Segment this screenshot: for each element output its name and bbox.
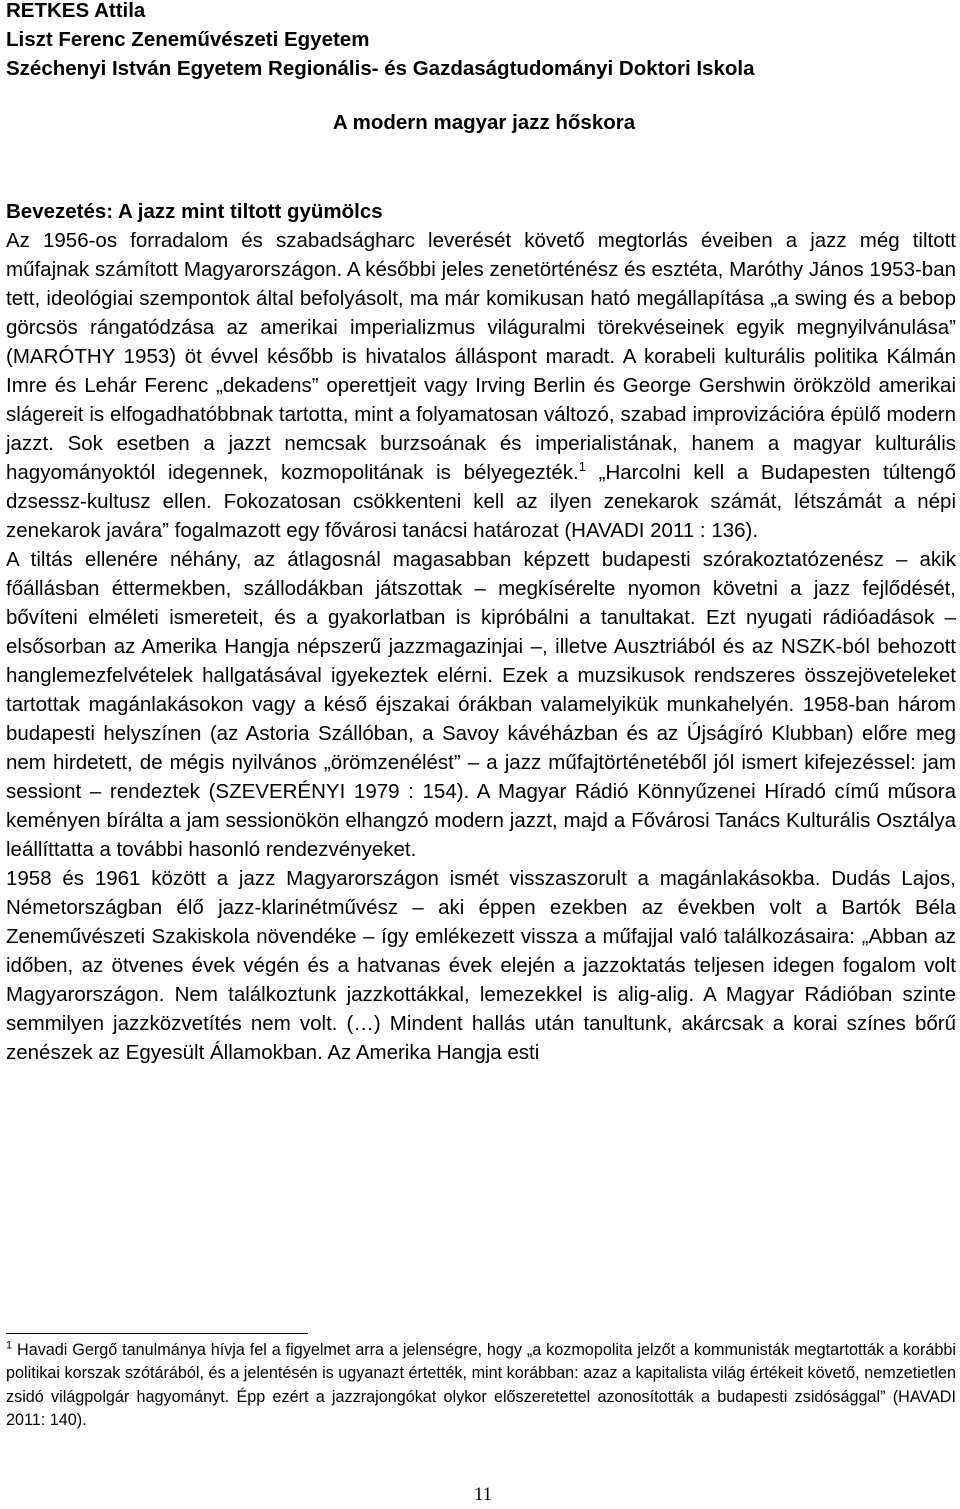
author-name: RETKES Attila bbox=[6, 0, 146, 22]
section-heading: Bevezetés: A jazz mint tiltott gyümölcs bbox=[6, 200, 383, 223]
footnote bbox=[6, 1339, 956, 1432]
body-text bbox=[6, 226, 956, 1067]
footnote-separator bbox=[6, 1333, 308, 1334]
paragraph-text-continued: „Harcolni kell a Budapesten túltengő dzsessz-kultusz ellen. Fokozatosan csökkenteni kell az ilyen zenekarok számát, létszámát a népi zenekarok javára” fogalmazott egy fővárosi tanácsi határozat (HAVADI 2011 : 136). bbox=[6, 461, 956, 542]
institution-name: Liszt Ferenc Zeneművészeti Egyetem bbox=[6, 28, 370, 51]
paragraph: 1958 és 1961 között a jazz Magyarországon ismét visszaszorult a magánlakásokba. Dudás Lajos, Németországban élő jazz-klarinétművész – aki éppen ezekben az években volt a Bartók Béla Zeneművészeti Szakiskola növendéke – így emlékezett vissza a műfajjal való találkozásaira: „Abban az időben, az ötvenes évek végén és a hatvanas évek elején a jazzoktatás teljesen idegen fogalom volt Magyarországon. Nem találkoztunk jazzkottákkal, lemezekkel is alig-alig. A Magyar Rádióban szinte semmilyen jazzközvetítés nem volt. (…) Mindent hallás után tanultunk, akárcsak a korai színes bőrű zenészek az Egyesült Államokban. Az Amerika Hangja esti bbox=[6, 867, 956, 1064]
footnote-reference[interactable]: 1 bbox=[578, 459, 586, 475]
page-number: 11 bbox=[473, 1484, 493, 1505]
paragraph bbox=[6, 226, 956, 545]
footnote-text: Havadi Gergő tanulmánya hívja fel a figyelmet arra a jelenségre, hogy „a kozmopolita jelzőt a kommunisták megtartották a korábbi politikai korszak szótárából, és a jelentésén is ugyanazt értették, mint korábban: azaz a kapitalista világ értékeit követő, nemzetietlen zsidó világpolgár hagyományt. Épp ezért a jazzrajongókat olykor előszeretettel azonosították a budapesti zsidósággal” (HAVADI 2011: 140). bbox=[6, 1341, 956, 1429]
page-title: A modern magyar jazz hőskora bbox=[332, 111, 636, 134]
paragraph: A tiltás ellenére néhány, az átlagosnál magasabban képzett budapesti szórakoztatózenész – akik főállásban éttermekben, szállodákban játszottak – megkísérelte nyomon követni a jazz fejlődését, bővíteni elméleti ismereteit, és a gyakorlatban is kipróbálni a tanultakat. Ezt nyugati rádióadások – elsősorban az Amerika Hangja népszerű jazzmagazinjai –, illetve Ausztriából és az NSZK-ból behozott hanglemezfelvételek hallgatásával igyekeztek elérni. Ezek a muzsikusok rendszeres összejöveteleket tartottak magánlakásokon vagy a késő éjszakai órákban valamelyikük munkahelyén. 1958-ban három budapesti helyszínen (az Astoria Szállóban, a Savoy kávéházban és az Újságíró Klubban) előre meg nem hirdetett, de mégis nyilvános „örömzenélést” – a jazz műfajtörténetéből jól ismert kifejezéssel: jam sessiont – rendeztek (SZEVERÉNYI 1979 : 154). A Magyar Rádió Könnyűzenei Híradó című műsora keményen bírálta a jam sessionökön elhangzó modern jazzt, majd a Fővárosi Tanács Kulturális Osztálya leállíttatta a további hasonló rendezvényeket. bbox=[6, 548, 956, 861]
paragraph-text: Az 1956-os forradalom és szabadságharc leverését követő megtorlás éveiben a jazz még tiltott műfajnak számított Magyarországon. A későbbi jeles zenetörténész és esztéta, Maróthy János 1953-ban tett, ideológiai szempontok által befolyásolt, ma már komikusan ható megállapítása „a swing és a bebop görcsös rángatódzása az amerikai imperializmus világuralmi törekvéseinek egyik megnyilvánulása” (MARÓTHY 1953) öt évvel később is hivatalos álláspont maradt. A korabeli kulturális politika Kálmán Imre és Lehár Ferenc „dekadens” operettjeit vagy Irving Berlin és George Gershwin örökzöld amerikai slágereit is elfogadhatóbbnak tartotta, mint a folyamatosan változó, szabad improvizációra épülő modern jazzt. Sok esetben a jazzt nemcsak burzsoának és imperialistának, hanem a magyar kulturális hagyományoktól idegennek, kozmopolitának is bélyegezték. bbox=[6, 229, 956, 484]
doctoral-school-name: Széchenyi István Egyetem Regionális- és Gazdaságtudományi Doktori Iskola bbox=[6, 57, 755, 80]
footnote-number: 1 bbox=[6, 1339, 13, 1352]
